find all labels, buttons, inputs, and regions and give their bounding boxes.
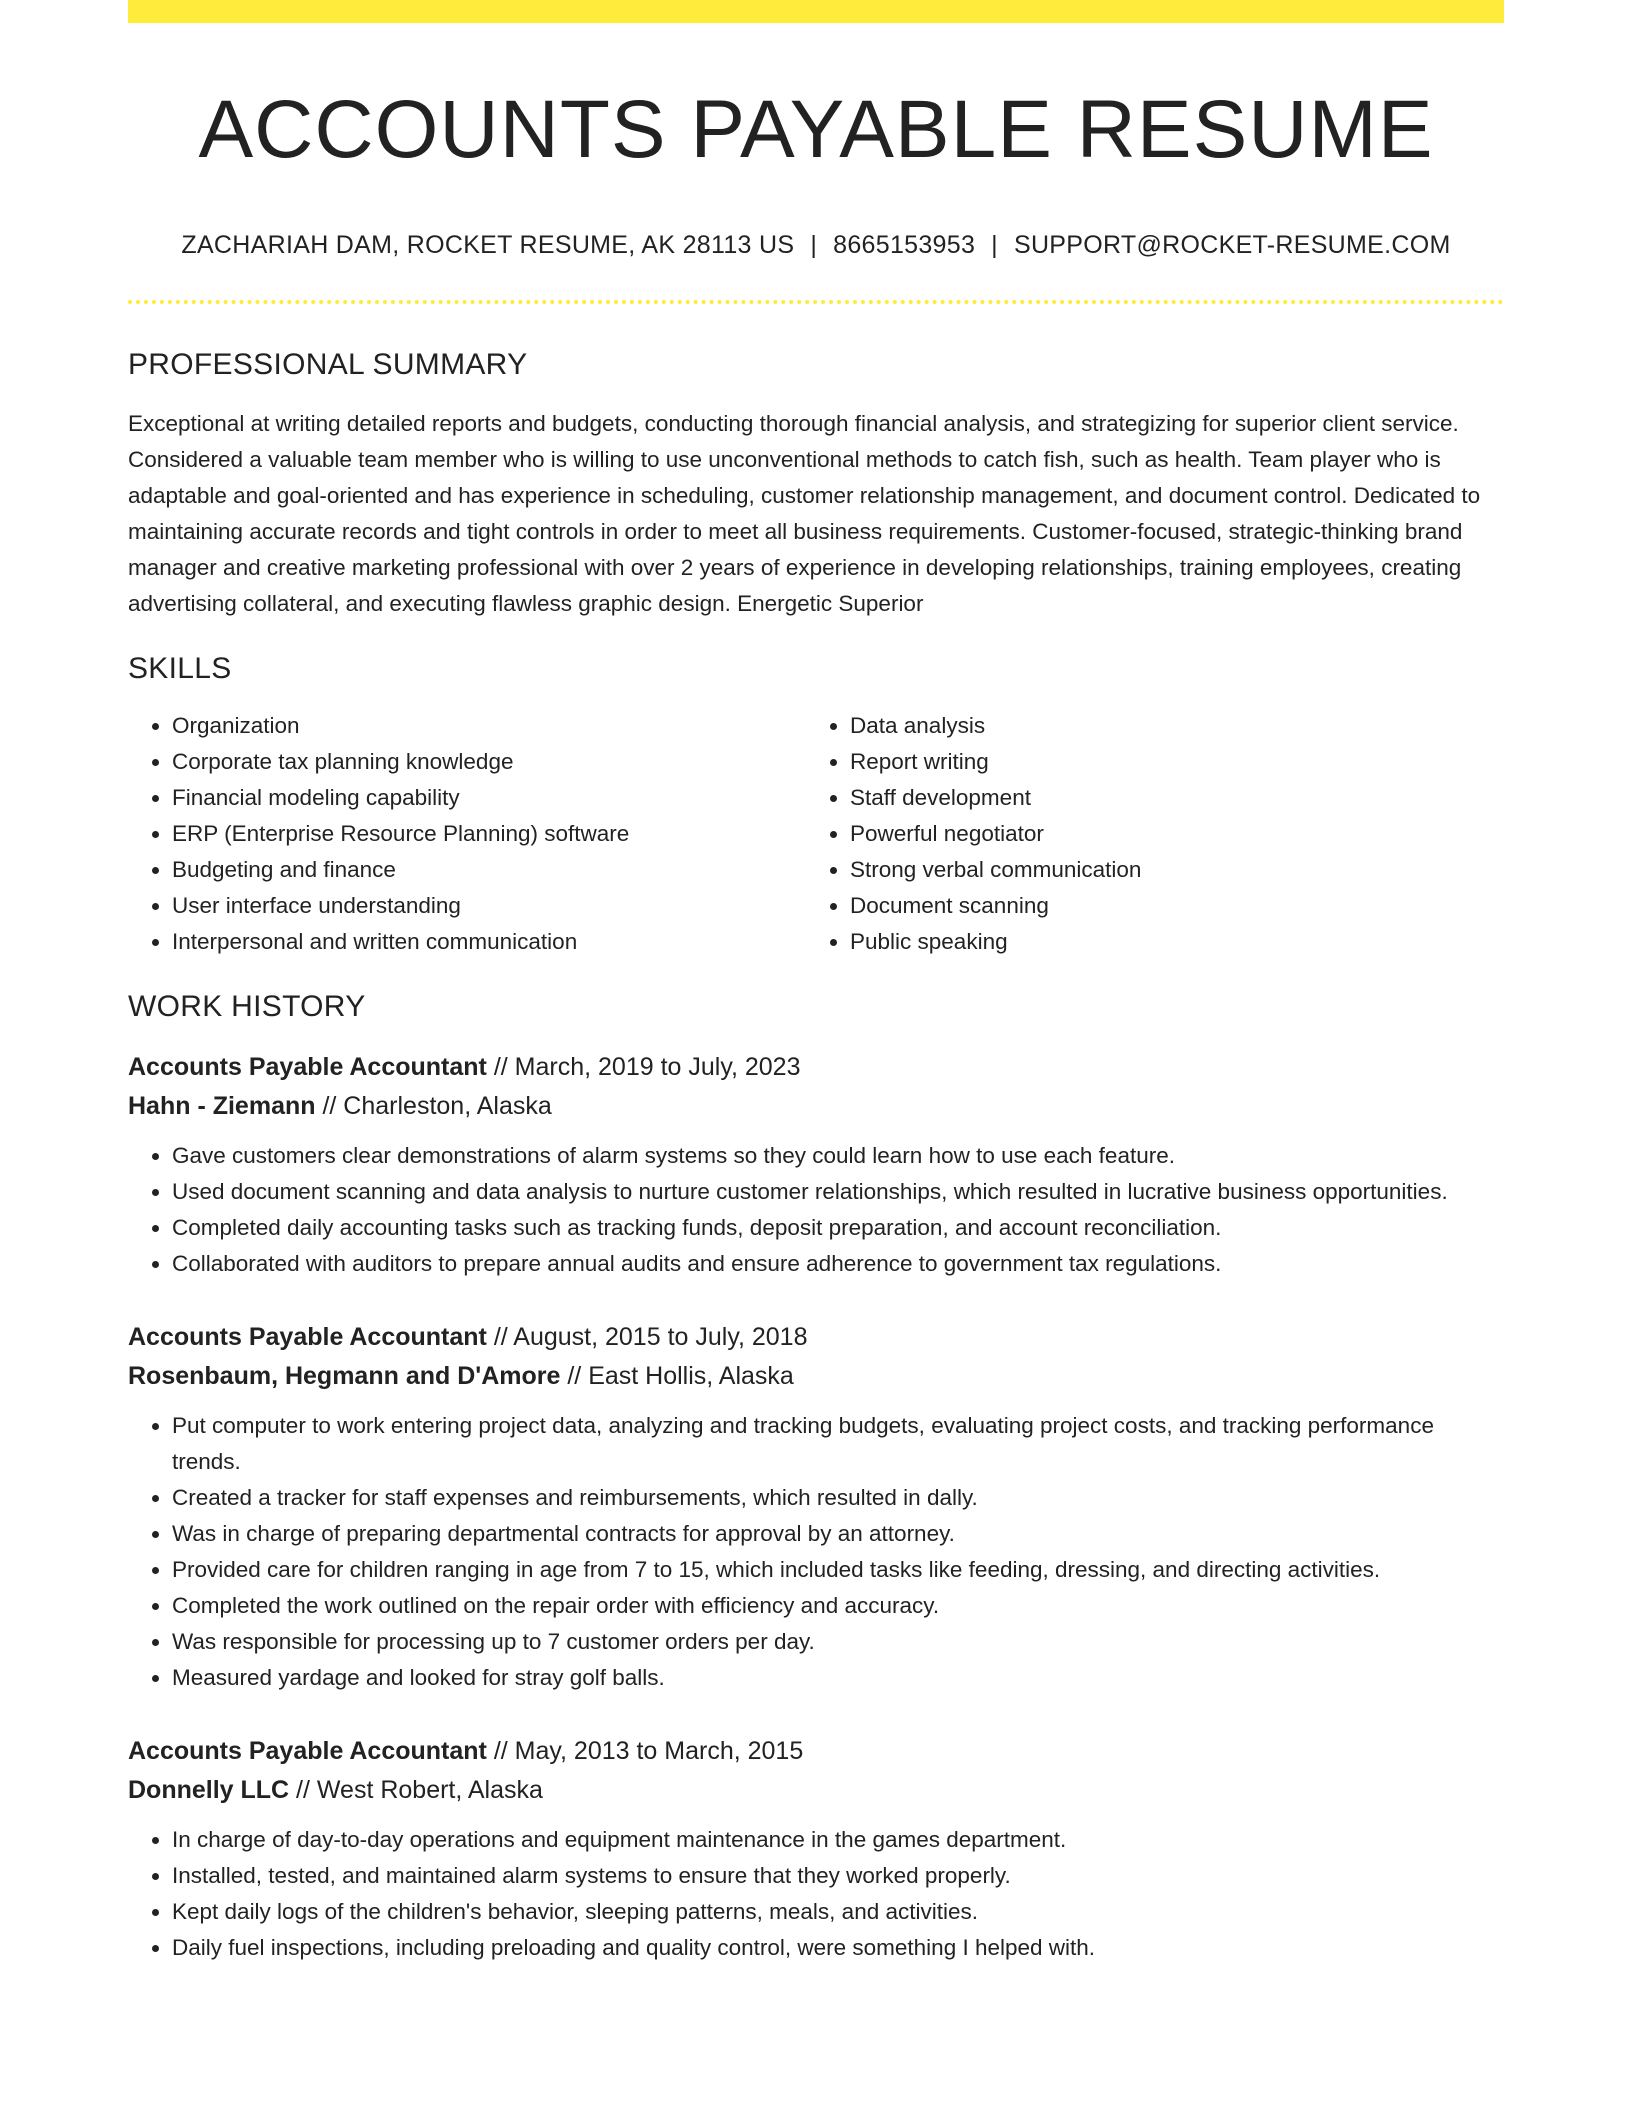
- skill-item: • Powerful negotiator: [850, 816, 1450, 852]
- job-location: // West Robert, Alaska: [289, 1776, 543, 1805]
- job-company: Hahn - Ziemann: [128, 1092, 316, 1121]
- job-location: // Charleston, Alaska: [315, 1092, 552, 1121]
- job-bullet: • Used document scanning and data analysis to nurture customer relationships, which resulted in lucrative business opportunities.: [172, 1174, 1504, 1210]
- job-bullet: • Was responsible for processing up to 7 customer orders per day.: [172, 1624, 1504, 1660]
- job-title-line: [128, 1732, 1504, 1771]
- job-location: // East Hollis, Alaska: [560, 1362, 794, 1391]
- job-bullet: • Completed the work outlined on the repair order with efficiency and accuracy.: [172, 1588, 1504, 1624]
- job-title-line: [128, 1048, 1504, 1087]
- job-entry: [128, 1732, 1504, 1966]
- skills-list: [128, 708, 1504, 960]
- contact-phone: 8665153953: [833, 231, 976, 260]
- job-bullet: • In charge of day-to-day operations and equipment maintenance in the games department.: [172, 1822, 1504, 1858]
- skill-item: • Corporate tax planning knowledge: [172, 744, 806, 780]
- job-bullet: • Created a tracker for staff expenses and reimbursements, which resulted in dally.: [172, 1480, 1504, 1516]
- job-company-line: [128, 1771, 1504, 1810]
- job-bullet: • Measured yardage and looked for stray golf balls.: [172, 1660, 1504, 1696]
- job-bullet: • Daily fuel inspections, including preloading and quality control, were something I helped with.: [172, 1930, 1504, 1966]
- skill-item: • Report writing: [850, 744, 1450, 780]
- dotted-divider: [128, 300, 1504, 304]
- work-history-heading: WORK HISTORY: [128, 990, 366, 1024]
- contact-separator: |: [810, 231, 818, 260]
- job-bullet: • Gave customers clear demonstrations of alarm systems so they could learn how to use each feature.: [172, 1138, 1504, 1174]
- skill-item: • Staff development: [850, 780, 1450, 816]
- job-bullet: • Provided care for children ranging in age from 7 to 15, which included tasks like feeding, dressing, and directing activities.: [172, 1552, 1504, 1588]
- contact-email: SUPPORT@ROCKET-RESUME.COM: [1013, 231, 1451, 260]
- job-title: Accounts Payable Accountant: [128, 1737, 487, 1766]
- skill-item: • Interpersonal and written communication: [172, 924, 806, 960]
- job-company: Rosenbaum, Hegmann and D'Amore: [128, 1362, 561, 1391]
- skills-column-right: [806, 708, 1450, 960]
- contact-address: ZACHARIAH DAM, ROCKET RESUME, AK 28113 US: [181, 231, 795, 260]
- job-dates: // August, 2015 to July, 2018: [486, 1323, 808, 1352]
- job-bullet: • Put computer to work entering project data, analyzing and tracking budgets, evaluating project costs, and tracking performance trends.: [172, 1408, 1504, 1480]
- job-entry: [128, 1048, 1504, 1282]
- job-bullet: • Installed, tested, and maintained alarm systems to ensure that they worked properly.: [172, 1858, 1504, 1894]
- summary-text: Exceptional at writing detailed reports and budgets, conducting thorough financial analysis, and strategizing for superior client service. Considered a valuable team member who is willing to use unconventional methods to catch fish, such as health. Team player who is adaptable and goal-oriented and has experience in scheduling, customer relationship management, and document control. Dedicated to maintaining accurate records and tight controls in order to meet all business requirements. Customer-focused, strategic-thinking brand manager and creative marketing professional with over 2 years of experience in developing relationships, training employees, creating advertising collateral, and executing flawless graphic design. Energetic Superior: [128, 411, 1481, 617]
- job-dates: // March, 2019 to July, 2023: [486, 1053, 801, 1082]
- skill-item: • Organization: [172, 708, 806, 744]
- skill-item: • Data analysis: [850, 708, 1450, 744]
- job-company-line: [128, 1357, 1504, 1396]
- summary-heading: PROFESSIONAL SUMMARY: [128, 348, 528, 382]
- job-company-line: [128, 1087, 1504, 1126]
- accent-top-bar: [128, 0, 1504, 23]
- skill-item: • User interface understanding: [172, 888, 806, 924]
- skill-item: • Strong verbal communication: [850, 852, 1450, 888]
- skill-item: • Document scanning: [850, 888, 1450, 924]
- job-bullets: [128, 1138, 1504, 1282]
- job-bullets: [128, 1822, 1504, 1966]
- job-dates: // May, 2013 to March, 2015: [486, 1737, 804, 1766]
- job-title: Accounts Payable Accountant: [128, 1323, 487, 1352]
- contact-line: [128, 231, 1504, 260]
- skill-item: • Budgeting and finance: [172, 852, 806, 888]
- job-bullet: • Kept daily logs of the children's behavior, sleeping patterns, meals, and activities.: [172, 1894, 1504, 1930]
- job-bullet: • Was in charge of preparing departmental contracts for approval by an attorney.: [172, 1516, 1504, 1552]
- job-bullets: [128, 1408, 1504, 1696]
- skill-item: • Public speaking: [850, 924, 1450, 960]
- job-entry: [128, 1318, 1504, 1696]
- job-bullet: • Collaborated with auditors to prepare annual audits and ensure adherence to government tax regulations.: [172, 1246, 1504, 1282]
- skills-heading: SKILLS: [128, 652, 232, 686]
- skill-item: • Financial modeling capability: [172, 780, 806, 816]
- resume-page: [128, 0, 1504, 1966]
- skill-item: • ERP (Enterprise Resource Planning) software: [172, 816, 806, 852]
- job-bullet: • Completed daily accounting tasks such as tracking funds, deposit preparation, and account reconciliation.: [172, 1210, 1504, 1246]
- contact-separator: |: [991, 231, 998, 260]
- skills-column-left: [128, 708, 806, 960]
- job-title: Accounts Payable Accountant: [128, 1053, 487, 1082]
- job-company: Donnelly LLC: [128, 1776, 290, 1805]
- job-title-line: [128, 1318, 1504, 1357]
- resume-title: ACCOUNTS PAYABLE RESUME: [198, 84, 1434, 175]
